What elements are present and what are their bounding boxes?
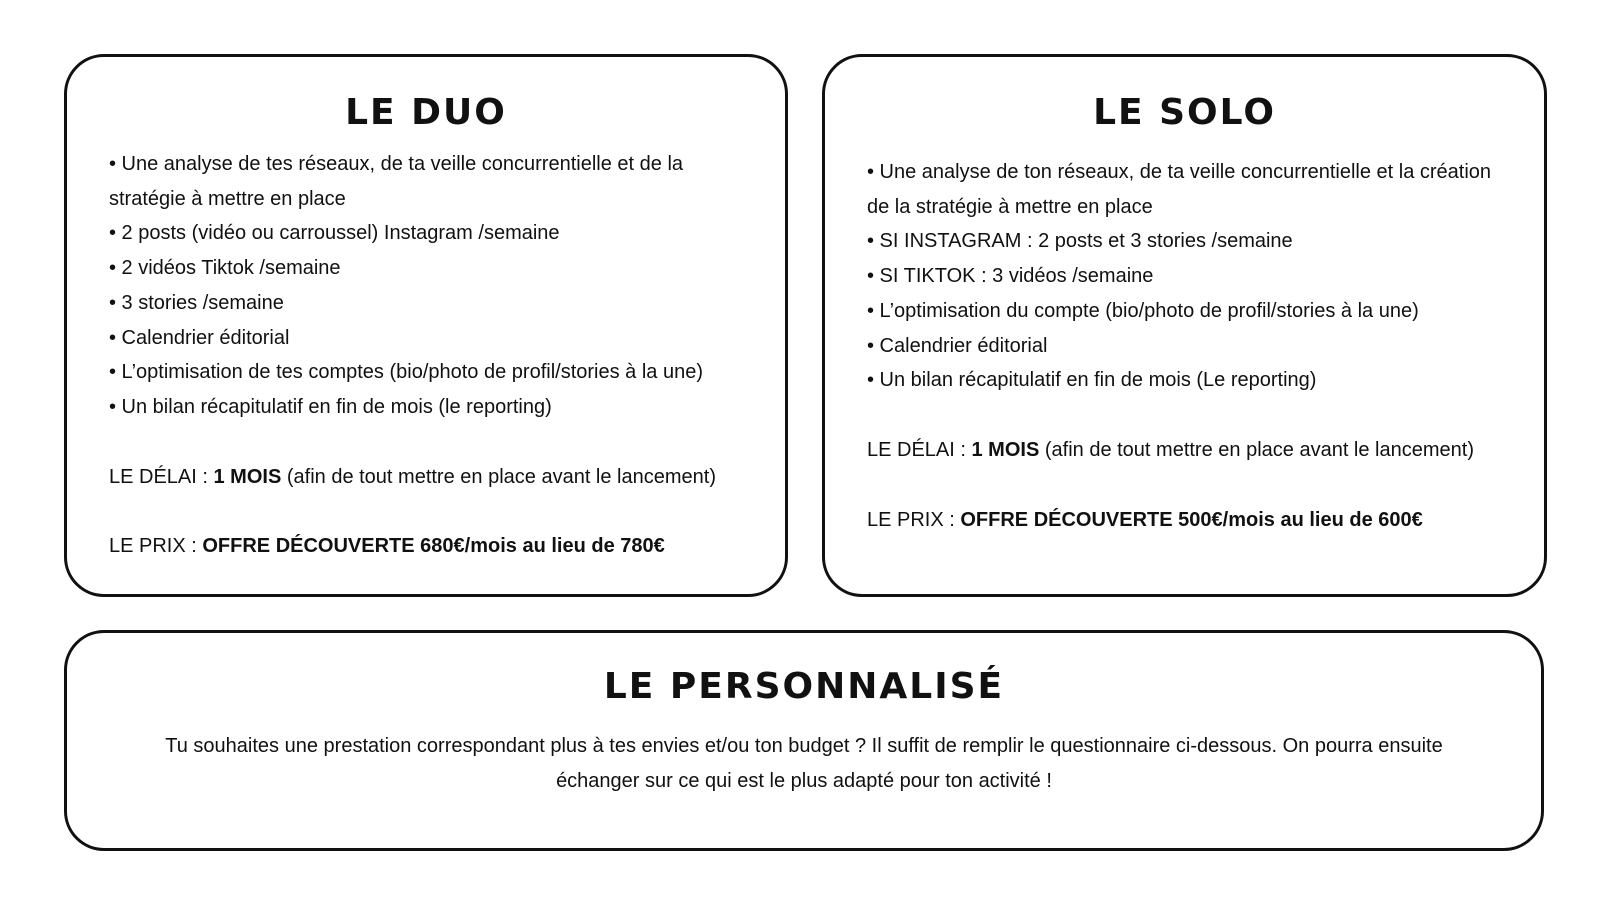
feature-item: • Un bilan récapitulatif en fin de mois (Le reporting): [867, 369, 1317, 392]
price-label: LE PRIX :: [867, 508, 961, 531]
features-list-duo: [109, 147, 751, 425]
feature-item: • L’optimisation du compte (bio/photo de profil/stories à la une): [867, 299, 1419, 322]
feature-item: • SI INSTAGRAM : 2 posts et 3 stories /semaine: [867, 230, 1293, 253]
delay-label: LE DÉLAI :: [109, 465, 214, 488]
personalized-description: Tu souhaites une prestation correspondant plus à tes envies et/ou ton budget ? Il suffit de remplir le questionnaire ci-dessous. On pourra ensuite échanger sur ce qui est le plus adapté pour ton activité !: [165, 735, 1443, 792]
offer-title-solo: LE SOLO: [1093, 92, 1276, 133]
delay-line-duo: [109, 460, 785, 495]
feature-item: • 2 vidéos Tiktok /semaine: [109, 257, 341, 280]
price-label: LE PRIX :: [109, 535, 203, 558]
offer-title-duo: LE DUO: [345, 92, 507, 133]
feature-item: • Calendrier éditorial: [109, 326, 290, 349]
price-line-duo: [109, 529, 785, 564]
price-value: OFFRE DÉCOUVERTE 680€/mois au lieu de 780€: [202, 535, 665, 558]
delay-label: LE DÉLAI :: [867, 438, 972, 461]
feature-item: • L’optimisation de tes comptes (bio/photo de profil/stories à la une): [109, 361, 703, 384]
feature-item: • Une analyse de ton réseaux, de ta veille concurrentielle et la création de la stratégie à mettre en place: [867, 161, 1492, 218]
offer-card-personalized: [64, 630, 1544, 851]
feature-item: • SI TIKTOK : 3 vidéos /semaine: [867, 265, 1154, 288]
feature-item: • 3 stories /semaine: [109, 291, 284, 314]
price-value: OFFRE DÉCOUVERTE 500€/mois au lieu de 600€: [960, 508, 1423, 531]
feature-item: • 2 posts (vidéo ou carroussel) Instagram /semaine: [109, 222, 560, 245]
price-line-solo: [867, 503, 1544, 538]
delay-note: (afin de tout mettre en place avant le lancement): [1039, 438, 1474, 461]
delay-note: (afin de tout mettre en place avant le lancement): [281, 465, 716, 488]
feature-item: • Une analyse de tes réseaux, de ta veille concurrentielle et de la stratégie à mettre en place: [109, 153, 684, 210]
delay-value: 1 MOIS: [971, 438, 1040, 461]
offer-card-solo: [822, 54, 1547, 597]
features-list-solo: [867, 155, 1514, 398]
delay-value: 1 MOIS: [213, 465, 282, 488]
delay-line-solo: [867, 433, 1544, 468]
feature-item: • Un bilan récapitulatif en fin de mois (le reporting): [109, 395, 552, 418]
offer-card-duo: [64, 54, 788, 597]
offer-title-personalized: LE PERSONNALISÉ: [603, 666, 1005, 707]
feature-item: • Calendrier éditorial: [867, 334, 1048, 357]
